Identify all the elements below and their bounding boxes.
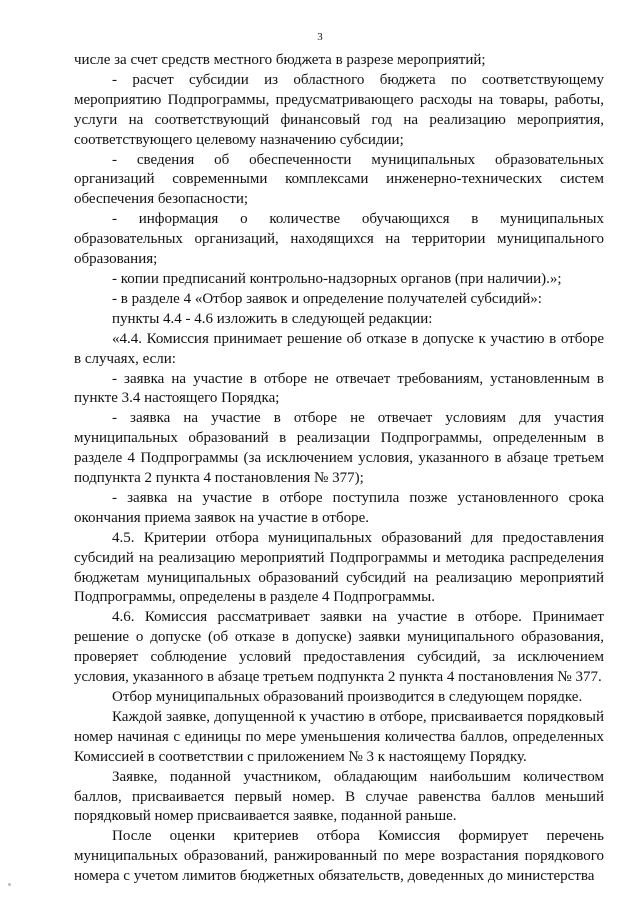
scan-mark [8, 883, 11, 886]
paragraph: - сведения об обеспеченности муниципальных образовательных организаций современными комплексами инженерно-технических систем обеспечения безопасности; [74, 151, 604, 208]
paragraph: Заявке, поданной участником, обладающим наибольшим количеством баллов, присваивается первый номер. В случае равенства баллов меньший порядковый номер присваивается заявке, поданной раньше. [74, 768, 604, 825]
paragraph: - в разделе 4 «Отбор заявок и определение получателей субсидий»: [112, 290, 542, 307]
paragraph: «4.4. Комиссия принимает решение об отказе в допуске к участию в отборе в случаях, если: [74, 330, 604, 367]
document-body [74, 51, 604, 887]
paragraph: После оценки критериев отбора Комиссия формирует перечень муниципальных образований, ранжированный по мере возрастания порядкового номера с учетом лимитов бюджетных обязательств, доведенных до министерства [74, 828, 604, 885]
page-number: 3 [317, 31, 323, 43]
paragraph: пункты 4.4 - 4.6 изложить в следующей редакции: [112, 310, 433, 327]
paragraph: - заявка на участие в отборе не отвечает требованиям, установленным в пункте 3.4 настоящего Порядка; [74, 370, 604, 407]
paragraph: Каждой заявке, допущенной к участию в отборе, присваивается порядковый номер начиная с единицы по мере уменьшения количества баллов, определенных Комиссией в соответствии с приложением № 3 к настоящему Порядку. [74, 708, 604, 765]
paragraph: - копии предписаний контрольно-надзорных органов (при наличии).»; [112, 270, 562, 287]
paragraph: 4.5. Критерии отбора муниципальных образований для предоставления субсидий на реализацию мероприятий Подпрограммы и методика распределения бюджетам муниципальных образований субсидий на реализацию мероприятий Подпрограммы, определены в разделе 4 Подпрограммы. [74, 529, 604, 606]
paragraph: числе за счет средств местного бюджета в разрезе мероприятий; [74, 52, 486, 68]
paragraph: - заявка на участие в отборе не отвечает условиям для участия муниципальных образований в реализации Подпрограммы, определенным в разделе 4 Подпрограммы (за исключением условия, указанного в абзаце третьем подпункта 2 пункта 4 постановления № 377); [74, 410, 604, 487]
paragraph: Отбор муниципальных образований производится в следующем порядке. [112, 689, 583, 705]
paragraph: - информация о количестве обучающихся в муниципальных образовательных организаций, находящихся на территории муниципального образования; [74, 211, 604, 268]
paragraph: 4.6. Комиссия рассматривает заявки на участие в отборе. Принимает решение о допуске (об отказе в допуске) заявки муниципального образования, проверяет соблюдение условий предоставления субсидий, за исключением условия, указанного в абзаце третьем подпункта 2 пункта 4 постановления № 377. [74, 609, 604, 686]
paragraph: - расчет субсидии из областного бюджета по соответствующему мероприятию Подпрограммы, предусматривающего расходы на товары, работы, услуги на соответствующий финансовый год на реализацию мероприятия, соответствующего целевому назначению субсидии; [74, 71, 604, 148]
paragraph: - заявка на участие в отборе поступила позже установленного срока окончания приема заявок на участие в отборе. [74, 489, 604, 526]
